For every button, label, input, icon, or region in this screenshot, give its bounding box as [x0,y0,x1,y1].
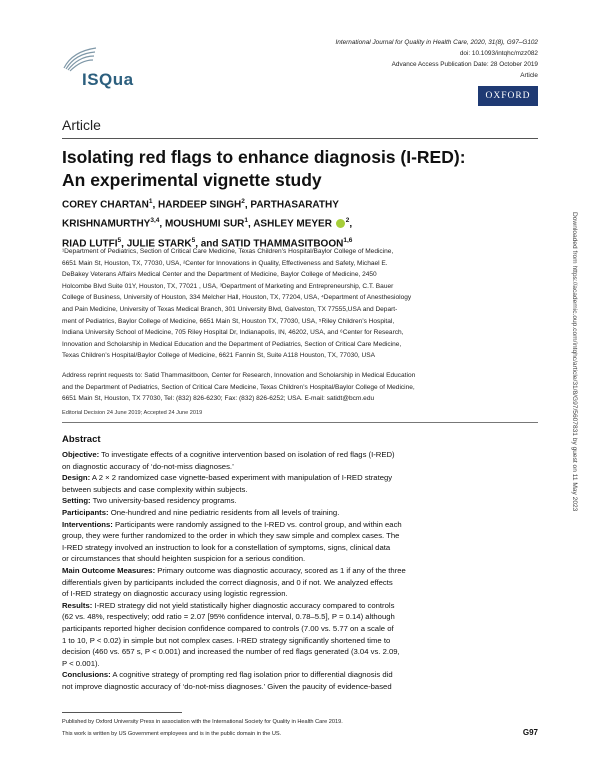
journal-meta [336,37,539,81]
author-name: RIAD LUTFI [62,237,118,249]
section-label: Conclusions: [62,670,111,680]
abstract-line: group, they were further randomized to the order in which they saw simple and complex cases. The [62,531,400,541]
isqua-logo [60,42,140,92]
affiliation-line: College of Business, University of Houston, 334 Melcher Hall, Houston, TX, 77204, USA, ⁴Department of Anesthesiology [62,294,412,302]
abstract-text: A cognitive strategy of prompting red flag isolation prior to differential diagnosis did [110,670,393,680]
download-watermark [571,212,586,592]
abstract-line [62,507,538,519]
orcid-icon[interactable] [336,219,345,228]
abstract-line: differentials given by participants included the correct diagnosis, and 0 if not. We analyzed effects [62,577,393,587]
download-watermark-text: Downloaded from https://academic.oup.com/intqhc/article/31/8/G97/5607831 by guest on 11 May 2023 [571,212,578,512]
author-name: , ASHLEY MEYER [248,218,332,230]
author-name: , and SATID THAMMASITBOON [195,237,344,249]
footer-line: This work is written by US Government employees and is in the public domain in the US. [62,731,282,737]
page-number: G97 [522,728,538,737]
abstract-line: on diagnostic accuracy of ‘do-not-miss diagnoses.’ [62,461,234,471]
section-label: Objective: [62,450,100,459]
abstract-line: 1 to 10, P < 0.02) in simple but not complex cases. I-RED strategy significantly shortened time to [62,635,391,645]
abstract-line [62,565,538,577]
abstract-text: To investigate effects of a cognitive intervention based on isolation of red flags (I-RED) [99,450,395,459]
section-label: Setting: [62,496,91,506]
editorial-decision: Editorial Decision 24 June 2019; Accepted 24 June 2019 [62,410,203,416]
abstract-text: Primary outcome was diagnostic accuracy, scored as 1 if any of the three [155,565,406,575]
journal-citation: International Journal for Quality in Health Care, 2020, 31(8), G97–G102 [335,39,538,46]
address-line: 6651 Main St, Houston, TX 77030, Tel: (832) 826-6230; Fax: (832) 826-6252; USA. E-mail: satidt@bcm.edu [62,395,375,403]
abstract-text: One-hundred and nine pediatric residents from all levels of training. [108,507,340,517]
abstract-line [62,669,538,681]
oxford-badge: OXFORD [478,86,538,106]
affiliation-line: Indiana University School of Medicine, 705 Riley Hospital Dr, Indianapolis, IN, 46202, USA, and ⁶Center for Research, [62,329,404,337]
title-line: An experimental vignette study [62,170,322,190]
author-name: COREY CHARTAN [62,199,149,211]
divider [62,422,538,423]
logo-text: ISQua [82,70,134,89]
reprint-address [62,370,538,405]
abstract-line: (62 vs. 48%, respectively; odd ratio = 2.07 [95% confidence interval, 0.78–5.5], P = 0.14) although [62,612,395,622]
section-label: Design: [62,473,91,483]
abstract-line [62,495,538,507]
affiliation-line: and Pain Medicine, University of Texas Medical Branch, 301 University Blvd, Galveston, TX 77555,USA and Depart- [62,305,398,313]
abstract-text: Participants were randomly assigned to the I-RED vs. control group, and within each [112,519,402,529]
affiliation-line: 6651 Main St, Houston, TX, 77030, USA, ²Center for Innovations in Quality, Effectiveness and Safety, Michael E. [62,259,388,267]
footer-line: Published by Oxford University Press in association with the International Society for Quality in Health Care 2019. [62,719,343,725]
abstract-body [62,449,538,692]
section-label: Participants: [62,507,109,517]
affiliation-line: DeBakey Veterans Affairs Medical Center and the Department of Medicine, Baylor College of Medicine, 2450 [62,271,377,279]
abstract-text: Two university-based residency programs. [90,496,237,506]
author-line [62,194,542,213]
abstract-line: not improve diagnostic accuracy of ‘do-not-miss diagnoses.’ Given the paucity of evidence-based [62,681,392,691]
abstract-line [62,449,538,461]
affiliation-line: ment of Pediatrics, Baylor College of Medicine, 6651 Main St, Houston TX, 77030, USA, ⁵Riley Children’s Hospital, [62,317,395,325]
author-affil-sup: 3,4 [150,217,160,225]
footer [62,716,343,740]
section-label: Interventions: [62,519,113,529]
address-line: Address reprint requests to: Satid Thammasitboon, Center for Research, Innovation and Scholarship in Medical Education [62,372,416,379]
author-name: KRISHNAMURTHY [62,218,151,230]
author-affil-sup: 2 [345,217,350,225]
author-affil-sup: 5 [117,236,122,244]
author-affil-sup: 5 [191,236,196,244]
affiliation-line: Innovation and Scholarship in Medical Education and the Department of Pediatrics, Section of Critical Care Medicine, [62,340,402,348]
address-line: and the Department of Pediatrics, Section of Critical Care Medicine, Texas Children’s Hospital/Baylor College of Medicine, [62,383,415,391]
abstract-line [62,600,538,612]
abstract-line: I-RED strategy involved an instruction to look for a constellation of symptoms, signs, clinical data [62,542,391,552]
section-label: Main Outcome Measures: [62,565,156,575]
article-label: Article [62,117,101,133]
abstract-line [62,472,538,484]
abstract-line: P < 0.001). [62,658,100,668]
abstract-heading: Abstract [62,434,101,445]
advance-access-date: Advance Access Publication Date: 28 October 2019 [391,61,538,68]
author-affil-sup: 2 [241,198,245,205]
abstract-line [62,519,538,531]
article-title [62,146,542,192]
author-name: , MOUSHUMI SUR [159,218,245,230]
abstract-line: or circumstances that should heighten suspicion for a serious condition. [62,554,306,564]
title-line: Isolating red flags to enhance diagnosis (I-RED): [62,147,466,167]
abstract-text: I-RED strategy did not yield statistically higher diagnostic accuracy compared to controls [92,600,395,610]
abstract-line: of I-RED strategy on diagnostic accuracy using logistic regression. [62,589,288,599]
abstract-line: between subjects and case complexity within subjects. [62,484,248,494]
divider [62,138,538,139]
footer-divider [62,712,182,713]
abstract-line: decision (460 vs. 657 s, P < 0.001) and increased the number of red flags generated (3.04 vs. 2.09, [62,647,400,657]
author-name: , HARDEEP SINGH [152,199,242,211]
isqua-swoosh-icon [60,42,100,72]
abstract-line: participants reported higher decision confidence compared to controls (7.00 vs. 5.77 on a scale of [62,623,394,633]
author-affil-sup: 1 [244,217,249,225]
affiliation-line: Holcombe Blvd Suite 01Y, Houston, TX, 77021 , USA, ³Department of Marketing and Entrepreneurship, C.T. Bauer [62,282,394,290]
affiliations [62,246,538,362]
author-name: , [349,218,353,230]
author-affil-sup: 1,6 [343,236,353,244]
author-list [62,194,542,252]
abstract-text: A 2 × 2 randomized case vignette-based experiment with manipulation of I-RED strategy [90,473,393,483]
article-type: Article [520,72,538,79]
author-affil-sup: 1 [148,198,153,205]
author-name: , JULIE STARK [121,237,192,249]
doi[interactable]: doi: 10.1093/intqhc/mzz082 [459,50,538,57]
author-line [62,213,542,232]
affiliation-line: ¹Department of Pediatrics, Section of Critical Care Medicine, Texas Children’s Hospital/Baylor College of Medicine, [62,248,394,255]
author-name: , PARTHASARATHY [244,199,339,211]
section-label: Results: [62,600,93,610]
affiliation-line: Texas Children’s Hospital/Baylor College of Medicine, 6621 Fannin St, Suite A118 Houston, TX, 77030, USA [62,352,375,360]
